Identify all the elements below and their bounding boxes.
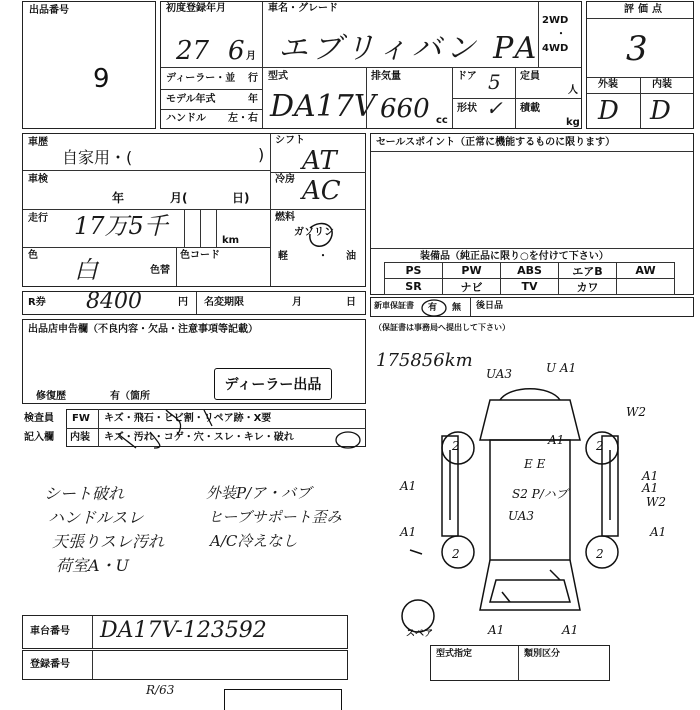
name-change-month: 月 [292,297,302,308]
diagram-mark: A1 [548,433,565,447]
registration-month-unit: 月 [246,51,256,62]
capacity-label: 定員 [520,71,540,82]
shape-value: ✓ [486,96,503,120]
inspector-marks [100,404,368,450]
seller-notes-label: 出品店申告欄（不良内容・欠品・注意事項等記載） [28,324,258,335]
type-designation-label: 型式指定 [436,649,473,659]
inspection-day: 日) [232,191,250,205]
warranty-due-label: 後日品 [476,301,504,311]
drive-2wd: 2WD [542,15,569,26]
exterior-value: D [598,96,619,126]
diagram-mark: E E [524,457,546,471]
plate-row [22,650,348,680]
lot-label: 出品番号 [29,5,69,16]
dealer-import-suffix: 行 [248,73,258,84]
drive-4wd: 4WD [542,43,569,54]
spare-label: スペア [406,629,434,639]
model-year-label: モデル年式 [166,94,216,105]
equipment-item: TV [500,278,559,295]
registration-label: 初度登録年月 [166,3,226,14]
diagram-mark: A1 [642,481,659,495]
name-change-day: 日 [346,297,356,308]
fuel-label: 燃料 [275,212,295,223]
diagram-mark: A1 [562,623,579,637]
diagram-mark: A1 [400,479,417,493]
fuel-oil: 油 [346,251,356,262]
ac-label: 冷房 [275,174,295,185]
equipment-label: 装備品（純正品に限り○を付けて下さい） [420,251,609,262]
car-name-label: 車名・グレード [268,3,338,14]
fuel-circle-mark [302,218,342,258]
plate-label: 登録番号 [30,659,70,670]
warranty-circle-mark [420,296,452,318]
warranty-have: 有 [428,303,438,313]
fuel-gasoline: ガソリン [294,227,334,238]
score-value: 3 [626,29,648,69]
repair-history-value: 有（箇所 [110,391,150,402]
note-left-line: 天張りスレ汚れ [52,532,165,551]
model-label: 型式 [268,71,288,82]
equipment-item: AW [616,262,675,279]
shift-label: シフト [275,135,305,146]
handle-options: 左・右 [228,113,258,124]
history-label: 車歴 [28,137,48,148]
warranty-note: （保証書は事務局へ提出して下さい） [374,323,510,332]
car-name-value: エブリィバン PA [278,31,541,66]
inspection-year: 年 [112,191,125,205]
equipment-item: PS [384,262,443,279]
shape-label: 形状 [457,103,477,114]
ac-value: AC [302,176,341,206]
color-label: 色 [28,250,38,261]
diagram-mark: A1 [642,469,659,483]
equipment-item [616,278,675,295]
equipment-item: ABS [500,262,559,279]
inspection-month: 月( [170,191,188,205]
inspector-label: 検査員 [24,413,54,424]
inspector-interior-head: 内装 [70,432,90,443]
equipment-item: SR [384,278,443,295]
diagram-mark: A1 [488,623,505,637]
color-code-label: 色コード [180,250,220,261]
history-close: ) [258,145,265,164]
diagram-mark: W2 [646,495,666,509]
registration-year: 27 [176,36,210,66]
note-left-line: 荷室A・U [56,556,130,575]
warranty-none: 無 [452,303,462,313]
equipment-item: ナビ [442,278,501,295]
warranty-label: 新車保証書 [374,301,414,310]
diagram-mark: 2 [596,439,604,453]
drive-sep: ・ [556,29,566,40]
car-damage-diagram [370,340,694,640]
diagram-mileage-note: 175856km [376,350,473,371]
category-label: 類別区分 [524,649,561,659]
dealer-import-label: ディーラー・並 [166,73,236,84]
load-unit: kg [566,117,580,128]
color-value: 白 [74,256,98,284]
inspector-row1: キズ・飛石・ヒビ割・リペア跡・X要 [104,413,272,424]
fuel-kerosene: 軽 [278,251,288,262]
sales-points-label: セールスポイント（正常に機能するものに限ります） [376,137,616,148]
interior-value: D [650,96,671,126]
note-right-line: ヒーブサポート歪み [208,508,342,526]
repaint-label: 色替 [150,265,170,276]
name-change-label: 名変期限 [204,297,244,308]
model-year-suffix: 年 [248,94,258,105]
diagram-mark: 2 [452,439,460,453]
diagram-mark: U A1 [546,361,577,375]
chassis-value: DA17V-123592 [100,618,267,643]
registration-month: 6 [228,36,245,66]
mileage-label: 走行 [28,213,48,224]
diagram-mark: W2 [626,405,646,419]
repair-history-label: 修復歴 [36,391,66,402]
chassis-label: 車台番号 [30,626,70,637]
note-left-line: ハンドルスレ [48,508,144,527]
diagram-mark: 2 [596,547,604,561]
warranty-row [370,297,694,317]
mileage-value: 17万5千 [74,212,168,240]
mileage-unit: km [222,235,240,246]
doors-label: ドア [457,71,477,82]
diagram-mark: S2 P/ハブ [512,487,568,501]
handle-label: ハンドル [166,113,206,124]
lot-number: 9 [93,64,110,94]
displacement-label: 排気量 [371,71,401,82]
exterior-label: 外装 [598,79,618,90]
capacity-unit: 人 [568,85,578,96]
inspector-row2: キズ・汚れ・コゲ・穴・スレ・キレ・破れ [104,432,294,443]
lot-number-box [22,1,156,129]
displacement-unit: cc [436,115,448,126]
note-left-line: シート破れ [44,484,125,503]
load-label: 積載 [520,103,540,114]
diagram-mark: UA3 [486,367,513,381]
recycle-row [22,291,366,315]
inspector-fw-head: FW [72,413,90,424]
history-value: 自家用・( [62,148,133,167]
equipment-item: PW [442,262,501,279]
dealer-stamp: ディーラー出品 [214,368,332,400]
interior-label: 内装 [652,79,672,90]
diagram-mark: A1 [400,525,417,539]
equipment-item: エアB [558,262,617,279]
displacement-value: 660 [380,94,430,124]
diagram-mark: A1 [650,525,667,539]
note-right-line: A/C冷えなし [210,532,298,550]
recycle-value: 8400 [86,289,142,314]
note-right-line: 外装P/ア・バブ [206,484,312,502]
fuel-dot: ・ [318,251,328,262]
inspection-label: 車検 [28,174,48,185]
diagram-mark: UA3 [508,509,535,523]
shift-value: AT [302,146,337,176]
recycle-unit: 円 [178,297,188,308]
doors-value: 5 [488,70,501,94]
bottom-partial-note: R/63 [146,683,175,697]
inspector-entry-label: 記入欄 [24,432,54,443]
score-label: 評価点 [624,4,666,15]
diagram-mark: 2 [452,547,460,561]
recycle-label: R券 [28,297,46,308]
equipment-item: カワ [558,278,617,295]
model-value: DA17V [270,89,376,124]
